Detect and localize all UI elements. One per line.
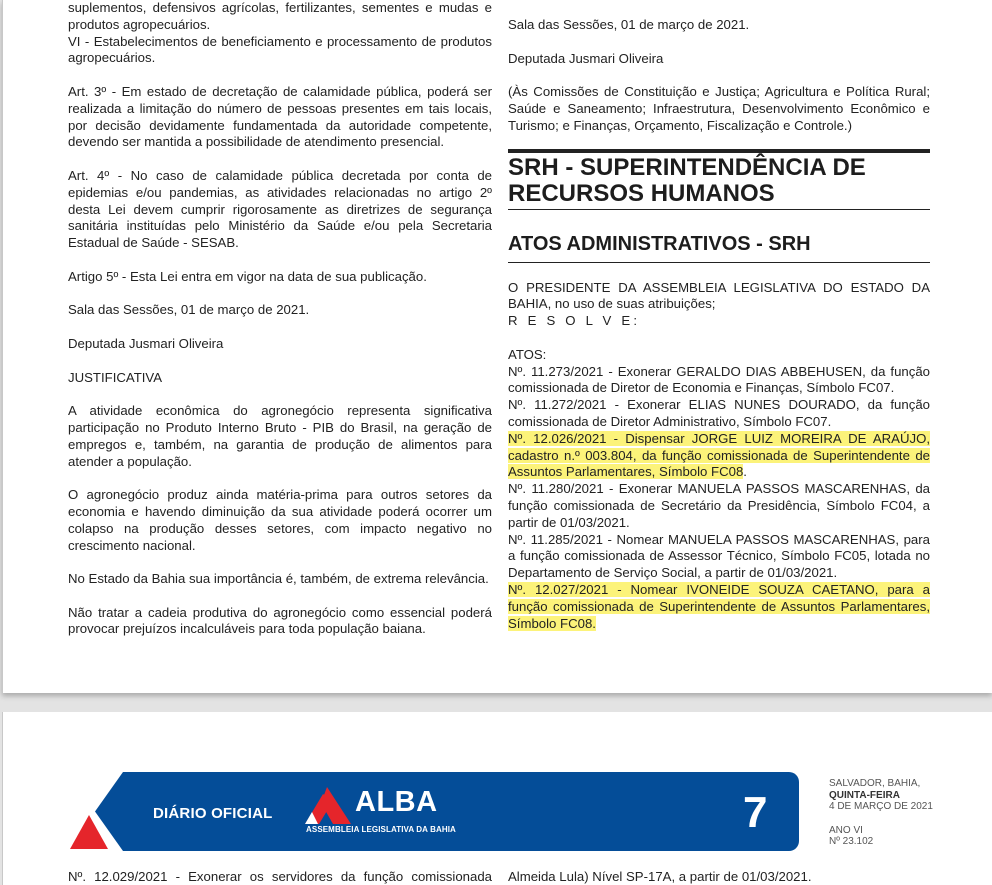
paragraph: O agronegócio produz ainda matéria-prima para outros setores da economia e havendo diminuição da sua atividade poderá ocorrer um colapso na produção desses setores, com impacto negativo no crescimento nacional.	[68, 487, 492, 553]
paragraph: VI - Estabelecimentos de beneficiamento e processamento de produtos agropecuários.	[68, 33, 492, 66]
section-rule-bottom	[508, 209, 930, 210]
act-suffix: .	[743, 464, 747, 480]
paragraph-gap	[68, 67, 492, 84]
issue-number: Nº 23.102	[829, 836, 874, 847]
paragraph: Art. 4º - No caso de calamidade pública decretada por conta de epidemias e/ou pandemias, as atividades relacionadas no artigo 2º desta Lei devem cumprir rigorosamente as diretrizes de segurança sanitária instituídas pelo Ministério da Saúde e/ou pela Secretaria Estadual de Saúde - SESAB.	[68, 167, 492, 251]
paragraph-gap	[68, 353, 492, 370]
logo-text: ALBA	[355, 786, 438, 818]
act-text-highlighted: Nº. 12.026/2021 - Dispensar JORGE LUIZ MOREIRA DE ARAÚJO, cadastro n.º 003.804, da função comissionada de Superintendente de Assuntos Parlamentares, Símbolo FC08	[508, 430, 930, 480]
preamble: O PRESIDENTE DA ASSEMBLEIA LEGISLATIVA DO ESTADO DA BAHIA, no uso de suas atribuições;	[508, 279, 930, 312]
paragraph-gap	[68, 554, 492, 571]
publication-name: DIÁRIO OFICIAL	[153, 805, 273, 822]
year: ANO VI	[829, 824, 863, 836]
document-page-1	[2, 0, 992, 693]
act-entry	[508, 582, 930, 632]
act-entry	[508, 397, 930, 431]
page-number: 7	[743, 788, 768, 837]
subsection-title: ATOS ADMINISTRATIVOS - SRH	[508, 232, 811, 255]
act-entry	[508, 364, 930, 398]
issue-info	[829, 778, 933, 848]
signature: Deputada Jusmari Oliveira	[508, 50, 664, 66]
atos-label: ATOS:	[508, 346, 547, 362]
paragraph: Sala das Sessões, 01 de março de 2021.	[68, 302, 310, 318]
logo-subtitle: ASSEMBLEIA LEGISLATIVA DA BAHIA	[306, 825, 456, 834]
document-page-2	[2, 712, 992, 885]
paragraph: JUSTIFICATIVA	[68, 369, 163, 385]
paragraph: Deputada Jusmari Oliveira	[68, 335, 224, 351]
act-text: Nº. 11.273/2021 - Exonerar GERALDO DIAS ABBEHUSEN, da função comissionada de Diretor de Economia e Finanças, Símbolo FC07.	[508, 363, 930, 396]
commissions-note: (Às Comissões de Constituição e Justiça; Agricultura e Política Rural; Saúde e Saneamento; Infraestrutura, Desenvolvimento Econômico e Turismo; e Finanças, Orçamento, Fiscalização e Controle.)	[508, 84, 930, 133]
paragraph-gap	[68, 286, 492, 303]
paragraph: suplementos, defensivos agrícolas, fertilizantes, sementes e mudas e produtos agropecuários.	[68, 0, 492, 32]
paragraph: No Estado da Bahia sua importância é, também, de extrema relevância.	[68, 571, 489, 587]
masthead-banner	[3, 712, 992, 885]
paragraph-gap	[68, 470, 492, 487]
weekday: QUINTA-FEIRA	[829, 789, 900, 801]
paragraph-gap	[68, 319, 492, 336]
paragraph: A atividade econômica do agronegócio representa significativa participação no Produto Interno Bruto - PIB do Brasil, na geração de empregos e, também, na garantia de produção de alimentos para atender a população.	[68, 403, 492, 469]
paragraph: Não tratar a cadeia produtiva do agronegócio como essencial poderá provocar prejuízos incalculáveis para toda população baiana.	[68, 604, 492, 637]
left-column	[68, 0, 492, 638]
section-title-line-1: SRH - SUPERINTENDÊNCIA DE	[508, 153, 866, 181]
resolve-label: R E S O L V E:	[508, 313, 641, 329]
paragraph: Art. 3º - Em estado de decretação de calamidade pública, poderá ser realizada a limitação do número de pessoas presentes em tais locais, por decisão devidamente fundamentada da autoridade competente, devendo ser mantida a possibilidade de atendimento presencial.	[68, 83, 492, 150]
acts-list	[508, 364, 930, 633]
act-text: Nº. 11.285/2021 - Nomear MANUELA PASSOS MASCARENHAS, para a função comissionada de Assessor Técnico, Símbolo FC05, lotada no Departamento de Serviço Social, a partir de 01/03/2021.	[508, 531, 930, 581]
section-rule-top	[508, 149, 930, 153]
page2-right-text: Almeida Lula) Nível SP-17A, a partir de 01/03/2021.	[508, 869, 812, 884]
paragraph: Artigo 5º - Esta Lei entra em vigor na data de sua publicação.	[68, 268, 427, 284]
paragraph-gap	[68, 252, 492, 269]
right-column	[508, 17, 930, 632]
act-text-highlighted: Nº. 12.027/2021 - Nomear IVONEIDE SOUZA CAETANO, para a função comissionada de Superintendente de Assuntos Parlamentares, Símbolo FC08.	[508, 581, 930, 631]
paragraph-gap	[68, 588, 492, 605]
section-title-line-2: RECURSOS HUMANOS	[508, 179, 775, 207]
session-line: Sala das Sessões, 01 de março de 2021.	[508, 17, 750, 32]
act-entry	[508, 431, 930, 481]
act-entry	[508, 481, 930, 531]
date: 4 DE MARÇO DE 2021	[829, 801, 933, 812]
paragraph-gap	[68, 151, 492, 168]
page2-left-text: Nº. 12.029/2021 - Exonerar os servidores da função comissionada	[68, 869, 492, 884]
paragraph-gap	[68, 386, 492, 403]
act-text: Nº. 11.280/2021 - Exonerar MANUELA PASSOS MASCARENHAS, da função comissionada de Secretário da Presidência, Símbolo FC04, a partir de 01/03/2021.	[508, 481, 930, 530]
act-entry	[508, 532, 930, 582]
city: SALVADOR, BAHIA,	[829, 778, 921, 789]
section-title	[508, 155, 930, 207]
act-text: Nº. 11.272/2021 - Exonerar ELIAS NUNES DOURADO, da função comissionada de Diretor Administrativo, Símbolo FC07.	[508, 397, 930, 429]
